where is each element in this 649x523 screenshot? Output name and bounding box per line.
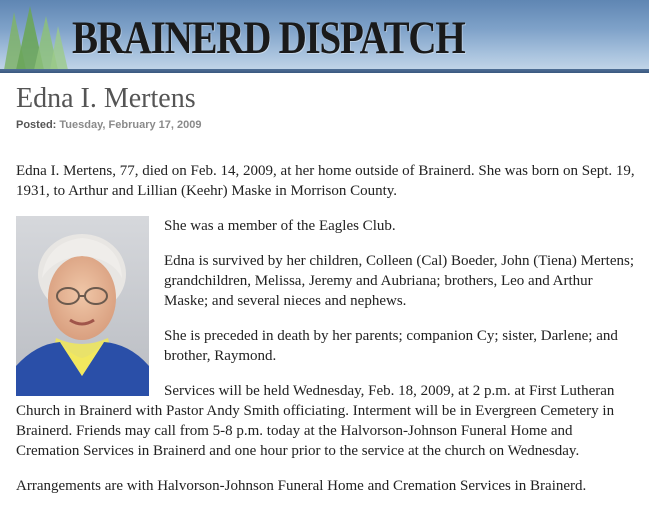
article-title: Edna I. Mertens: [16, 83, 196, 114]
article-body: [16, 161, 637, 511]
article-paragraph-survivors: Edna is survived by her children, Colleen (Cal) Boeder, John (Tiena) Mertens; grandchildren, Melissa, Jeremy and Aubriana; brothers, Leo and Arthur Maske; and several nieces and nephews.: [164, 253, 634, 309]
site-logo-link[interactable]: BRAINERD DISPATCH: [72, 12, 465, 64]
portrait-photo: [16, 216, 149, 396]
pine-trees-icon: [2, 4, 72, 72]
article-paragraph-membership: She was a member of the Eagles Club.: [164, 218, 396, 234]
masthead-bottom-strip: [0, 69, 649, 73]
article-paragraph-services: Services will be held Wednesday, Feb. 18, 2009, at 2 p.m. at First Lutheran Church in Brainerd with Pastor Andy Smith officiating. Interment will be in Evergreen Cemetery in Brainerd. Friends may call from 5-8 p.m. today at the Halvorson-Johnson Funeral Home and Cremation Services in Brainerd and one hour prior to the service at the church on Wednesday.: [16, 383, 615, 459]
masthead-banner: [0, 0, 649, 73]
article-paragraph-intro: Edna I. Mertens, 77, died on Feb. 14, 2009, at her home outside of Brainerd. She was born on Sept. 19, 1931, to Arthur and Lillian (Keehr) Maske in Morrison County.: [16, 163, 635, 199]
article-paragraph-preceded: She is preceded in death by her parents; companion Cy; sister, Darlene; and brother, Raymond.: [164, 328, 618, 364]
posted-label: Posted:: [16, 119, 57, 131]
article-paragraph-arrangements: Arrangements are with Halvorson-Johnson Funeral Home and Cremation Services in Brainerd.: [16, 478, 587, 494]
posted-line: [16, 118, 201, 132]
posted-date: Tuesday, February 17, 2009: [59, 119, 202, 131]
